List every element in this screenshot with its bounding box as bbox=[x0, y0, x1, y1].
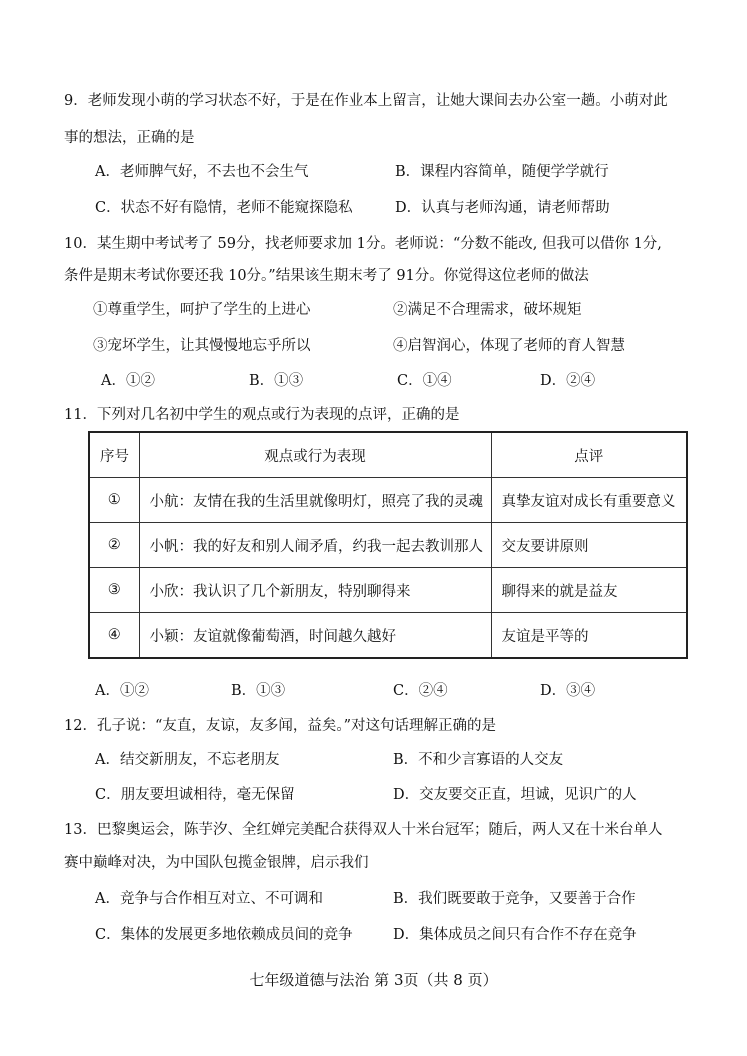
q10-stem-line2: 条件是期末考试你要还我 10分。”结果该生期末考了 91分。你觉得这位老师的做法 bbox=[64, 268, 589, 284]
q10-option-a: A．①② bbox=[101, 373, 155, 389]
table-cell-comment: 真挚友谊对成长有重要意义 bbox=[491, 478, 687, 523]
q11-option-d: D．③④ bbox=[540, 683, 596, 699]
table-cell-number: ① bbox=[89, 478, 139, 523]
table-row bbox=[89, 568, 687, 613]
q13-option-b: B．我们既要敢于竞争，又要善于合作 bbox=[393, 891, 636, 907]
table-cell-comment: 友谊是平等的 bbox=[491, 613, 687, 659]
q12-option-b: B．不和少言寡语的人交友 bbox=[393, 752, 564, 768]
q11-option-c: C．②④ bbox=[393, 683, 448, 699]
table-header-row bbox=[89, 432, 687, 478]
q11-option-b: B．①③ bbox=[231, 683, 286, 699]
q13-option-c: C．集体的发展更多地依赖成员间的竞争 bbox=[95, 927, 353, 943]
q10-statement-2: ②满足不合理需求，破坏规矩 bbox=[393, 302, 582, 318]
page-footer: 七年级道德与法治 第 3页（共 8 页） bbox=[249, 971, 498, 989]
q9-stem-line2: 事的想法，正确的是 bbox=[64, 130, 195, 146]
q9-option-a: A．老师脾气好，不去也不会生气 bbox=[95, 164, 309, 180]
q10-option-c: C．①④ bbox=[397, 373, 452, 389]
q10-stem-line1: 10．某生期中考试考了 59分，找老师要求加 1分。老师说：“分数不能改, 但我可以借你 1分, bbox=[64, 236, 662, 252]
q9-option-b: B．课程内容简单，随便学学就行 bbox=[395, 164, 609, 180]
table-cell-behavior: 小颖：友谊就像葡萄酒，时间越久越好 bbox=[139, 613, 491, 659]
q10-option-b: B．①③ bbox=[249, 373, 304, 389]
table-cell-number: ③ bbox=[89, 568, 139, 613]
table-header-comment: 点评 bbox=[491, 432, 687, 478]
table-cell-comment: 交友要讲原则 bbox=[491, 523, 687, 568]
table-cell-comment: 聊得来的就是益友 bbox=[491, 568, 687, 613]
q10-option-d: D．②④ bbox=[540, 373, 596, 389]
q12-option-d: D．交友要交正直，坦诚，见识广的人 bbox=[393, 787, 637, 803]
q10-statement-4: ④启智润心，体现了老师的育人智慧 bbox=[393, 338, 625, 354]
table-row bbox=[89, 613, 687, 659]
q13-option-a: A．竞争与合作相互对立、不可调和 bbox=[95, 891, 323, 907]
q13-stem-line2: 赛中巅峰对决，为中国队包揽金银牌，启示我们 bbox=[64, 855, 369, 871]
table-header-number: 序号 bbox=[89, 432, 139, 478]
q12-stem: 12．孔子说：“友直，友谅，友多闻，益矣。”对这句话理解正确的是 bbox=[64, 718, 497, 734]
table-cell-behavior: 小航：友情在我的生活里就像明灯，照亮了我的灵魂 bbox=[139, 478, 491, 523]
q10-statement-3: ③宠坏学生，让其慢慢地忘乎所以 bbox=[93, 338, 311, 354]
q11-option-a: A．①② bbox=[95, 683, 149, 699]
q10-statement-1: ①尊重学生，呵护了学生的上进心 bbox=[93, 302, 311, 318]
q12-option-a: A．结交新朋友，不忘老朋友 bbox=[95, 752, 280, 768]
table-header-behavior: 观点或行为表现 bbox=[139, 432, 491, 478]
q9-option-c: C．状态不好有隐情，老师不能窥探隐私 bbox=[95, 200, 353, 216]
evaluation-table bbox=[88, 431, 688, 659]
q12-option-c: C．朋友要坦诚相待，毫无保留 bbox=[95, 787, 295, 803]
table-cell-behavior: 小帆：我的好友和别人闹矛盾，约我一起去教训那人 bbox=[139, 523, 491, 568]
q9-option-d: D．认真与老师沟通，请老师帮助 bbox=[395, 200, 610, 216]
table-cell-number: ④ bbox=[89, 613, 139, 659]
q11-stem: 11．下列对几名初中学生的观点或行为表现的点评，正确的是 bbox=[64, 407, 460, 423]
table-row bbox=[89, 478, 687, 523]
q13-option-d: D．集体成员之间只有合作不存在竞争 bbox=[393, 927, 637, 943]
table-cell-behavior: 小欣：我认识了几个新朋友，特别聊得来 bbox=[139, 568, 491, 613]
q9-stem-line1: 9．老师发现小萌的学习状态不好，于是在作业本上留言，让她大课间去办公室一趟。小萌对此 bbox=[64, 93, 668, 109]
table-row bbox=[89, 523, 687, 568]
table-cell-number: ② bbox=[89, 523, 139, 568]
q13-stem-line1: 13．巴黎奥运会，陈芋汐、全红婵完美配合获得双人十米台冠军；随后，两人又在十米台单人 bbox=[64, 822, 663, 838]
